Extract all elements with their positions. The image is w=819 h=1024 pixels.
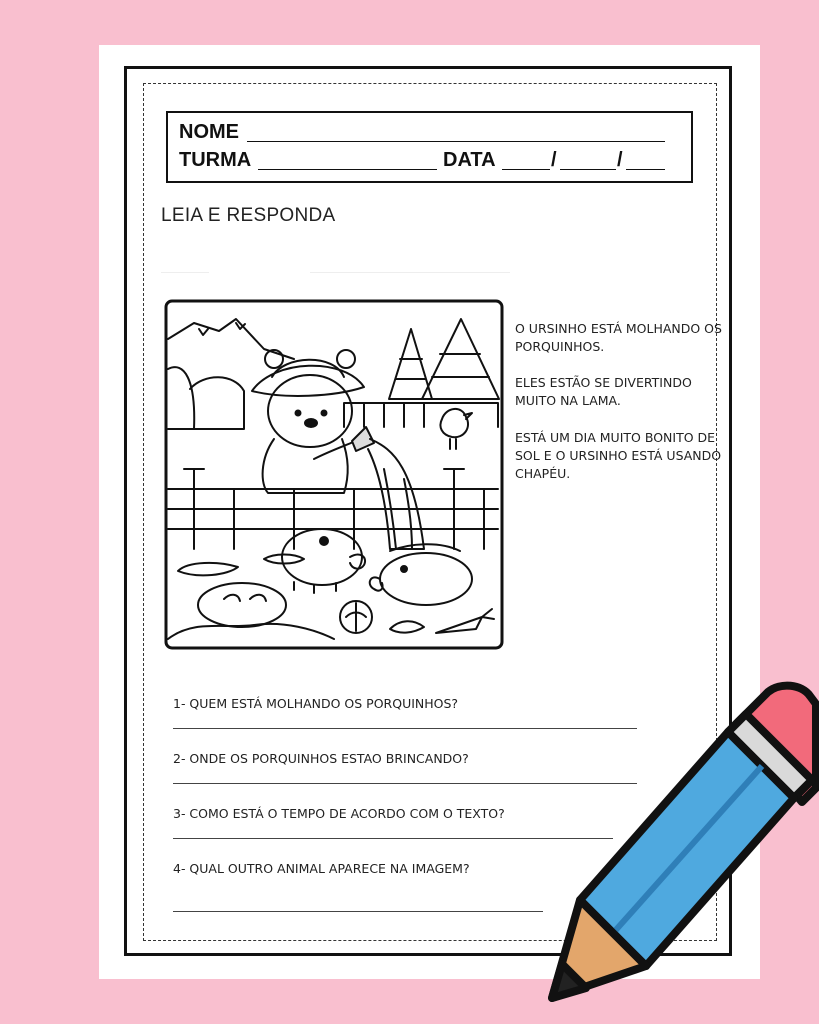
name-label: NOME <box>179 121 239 143</box>
story-paragraph-1: O URSINHO ESTÁ MOLHANDO OS PORQUINHOS. <box>515 321 722 354</box>
divider <box>161 272 209 273</box>
date-month-line[interactable] <box>560 169 616 170</box>
farm-illustration <box>164 299 504 650</box>
date-year-line[interactable] <box>626 169 665 170</box>
date-day-line[interactable] <box>502 169 550 170</box>
question-3: 3- COMO ESTÁ O TEMPO DE ACORDO COM O TEXTO? <box>173 806 505 821</box>
question-1: 1- QUEM ESTÁ MOLHANDO OS PORQUINHOS? <box>173 696 459 711</box>
class-field-line[interactable] <box>258 169 437 170</box>
question-4: 4- QUAL OUTRO ANIMAL APARECE NA IMAGEM? <box>173 861 470 876</box>
header-box <box>166 111 693 183</box>
date-separator: / <box>551 149 557 171</box>
question-2: 2- ONDE OS PORQUINHOS ESTAO BRINCANDO? <box>173 751 469 766</box>
page-title: LEIA E RESPONDA <box>161 205 336 226</box>
date-separator: / <box>617 149 623 171</box>
class-label: TURMA <box>179 149 252 171</box>
name-field-line[interactable] <box>247 141 665 142</box>
answer-line-4[interactable] <box>173 911 543 912</box>
story-paragraph-3: ESTÁ UM DIA MUITO BONITO DE SOL E O URSINHO ESTÁ USANDO CHAPÉU. <box>515 430 722 481</box>
divider <box>310 272 510 273</box>
pencil-icon <box>540 680 819 1010</box>
date-label: DATA <box>443 149 496 171</box>
story-paragraph-2: ELES ESTÃO SE DIVERTINDO MUITO NA LAMA. <box>515 375 692 408</box>
